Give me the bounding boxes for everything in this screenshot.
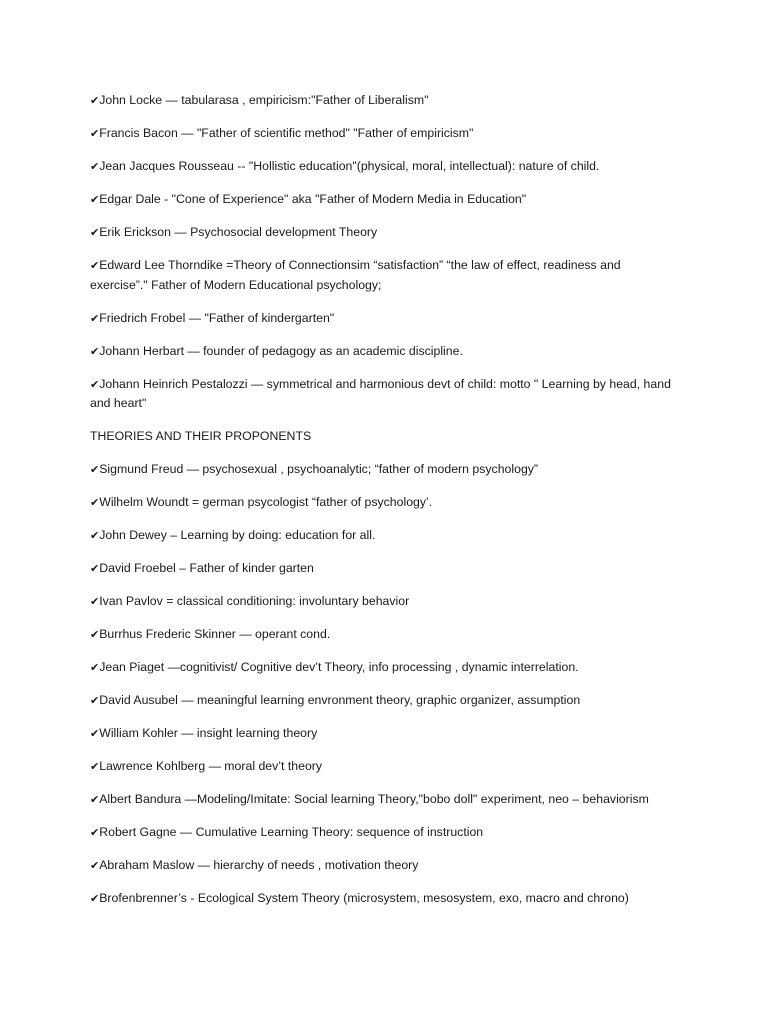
item-text: Jean Piaget —cognitivist/ Cognitive dev’t Theory, info processing , dynamic interrelation. xyxy=(99,660,579,674)
checkmark-icon: ✔ xyxy=(90,160,100,173)
list-item xyxy=(90,375,680,414)
list-item xyxy=(90,190,680,210)
item-text: John Dewey – Learning by doing: education for all. xyxy=(99,528,376,542)
item-text: Ivan Pavlov = classical conditioning: involuntary behavior xyxy=(99,594,410,608)
checkmark-icon: ✔ xyxy=(90,760,100,773)
document-body xyxy=(90,91,680,922)
list-item xyxy=(90,157,680,177)
item-text: Johann Herbart — founder of pedagogy as an academic discipline. xyxy=(99,343,463,358)
list-item xyxy=(90,256,680,295)
checkmark-icon: ✔ xyxy=(90,311,100,325)
item-text: Wilhelm Woundt = german psycologist “father of psychology’. xyxy=(99,495,433,509)
checkmark-icon: ✔ xyxy=(90,259,100,272)
list-item xyxy=(90,493,680,513)
list-item xyxy=(90,124,680,144)
checkmark-icon: ✔ xyxy=(90,628,100,641)
list-item xyxy=(90,91,680,111)
checkmark-icon: ✔ xyxy=(90,94,100,107)
checkmark-icon: ✔ xyxy=(90,377,100,391)
item-text: Jean Jacques Rousseau -- "Hollistic education"(physical, moral, intellectual): nature of child. xyxy=(99,159,600,173)
item-text: Edward Lee Thorndike =Theory of Connectionsim “satisfaction” “the law of effect, readiness and exercise”." Father of Modern Educational psychology; xyxy=(90,258,621,292)
list-item xyxy=(90,658,680,678)
item-text: Robert Gagne — Cumulative Learning Theory: sequence of instruction xyxy=(99,825,484,839)
list-item xyxy=(90,823,680,843)
list-item xyxy=(90,342,680,362)
list-item xyxy=(90,757,680,777)
item-text: Brofenbrenner’s - Ecological System Theory (microsystem, mesosystem, exo, macro and chrono) xyxy=(99,891,629,905)
section-heading: THEORIES AND THEIR PROPONENTS xyxy=(90,429,312,443)
item-text: John Locke — tabularasa , empiricism:"Father of Liberalism" xyxy=(99,93,429,107)
list-item xyxy=(90,526,680,546)
item-text: Edgar Dale - "Cone of Experience" aka "Father of Modern Media in Education" xyxy=(99,192,527,206)
item-text: Abraham Maslow — hierarchy of needs , motivation theory xyxy=(99,858,419,872)
item-text: Erik Erickson — Psychosocial development Theory xyxy=(99,225,378,239)
item-text: Francis Bacon — "Father of scientific method" "Father of empiricism" xyxy=(99,126,474,140)
checkmark-icon: ✔ xyxy=(90,344,100,358)
list-item xyxy=(90,309,680,329)
list-item xyxy=(90,592,680,612)
checkmark-icon: ✔ xyxy=(90,595,100,608)
checkmark-icon: ✔ xyxy=(90,727,100,740)
checkmark-icon: ✔ xyxy=(90,859,100,872)
checkmark-icon: ✔ xyxy=(90,496,100,509)
checkmark-icon: ✔ xyxy=(90,892,100,905)
list-item xyxy=(90,223,680,243)
list-item xyxy=(90,724,680,744)
checkmark-icon: ✔ xyxy=(90,694,100,707)
item-text: Lawrence Kohlberg — moral dev’t theory xyxy=(99,759,323,773)
list-item xyxy=(90,460,680,480)
list-item xyxy=(90,790,680,810)
checkmark-icon: ✔ xyxy=(90,826,100,839)
item-text: Johann Heinrich Pestalozzi — symmetrical and harmonious devt of child: motto " Learning by head, hand and heart" xyxy=(90,376,671,410)
checkmark-icon: ✔ xyxy=(90,127,100,140)
item-text: David Ausubel — meaningful learning envronment theory, graphic organizer, assumption xyxy=(99,693,581,707)
list-item xyxy=(90,856,680,876)
checkmark-icon: ✔ xyxy=(90,193,100,206)
list-item xyxy=(90,889,680,909)
checkmark-icon: ✔ xyxy=(90,463,100,476)
checkmark-icon: ✔ xyxy=(90,226,100,239)
list-item xyxy=(90,625,680,645)
item-text: David Froebel – Father of kinder garten xyxy=(99,561,314,575)
item-text: William Kohler — insight learning theory xyxy=(99,726,318,740)
item-text: Friedrich Frobel — "Father of kindergarten" xyxy=(99,310,335,325)
checkmark-icon: ✔ xyxy=(90,529,100,542)
item-text: Albert Bandura —Modeling/Imitate: Social learning Theory,"bobo doll" experiment, neo – behaviorism xyxy=(99,792,649,806)
list-item xyxy=(90,559,680,579)
checkmark-icon: ✔ xyxy=(90,562,100,575)
list-item xyxy=(90,691,680,711)
item-text: Sigmund Freud — psychosexual , psychoanalytic; “father of modern psychology” xyxy=(99,462,539,476)
checkmark-icon: ✔ xyxy=(90,661,100,674)
item-text: Burrhus Frederic Skinner — operant cond. xyxy=(99,627,331,641)
checkmark-icon: ✔ xyxy=(90,793,100,806)
